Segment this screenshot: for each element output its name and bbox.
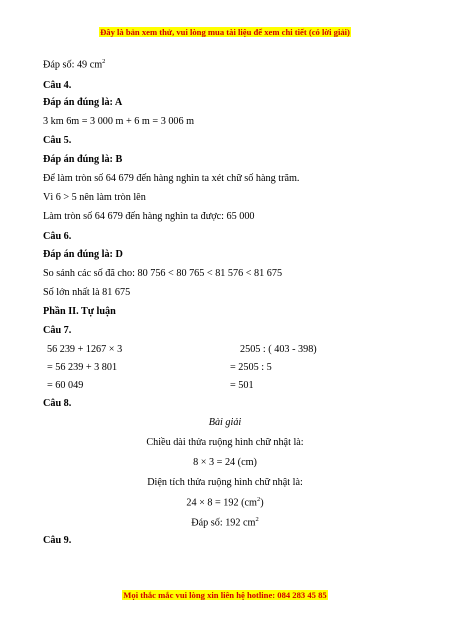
solution-text: 24 × 8 = 192 (cm xyxy=(186,497,257,509)
calc-right-3: = 501 xyxy=(230,380,254,391)
question-5-solution-3: Làm tròn số 64 679 đến hàng nghìn ta được: 65 000 xyxy=(43,211,255,222)
question-5-solution-1: Để làm tròn số 64 679 đến hàng nghìn ta xét chữ số hàng trăm. xyxy=(43,173,300,184)
closing-paren: ) xyxy=(260,497,264,509)
answer-line xyxy=(43,58,105,70)
calc-left-1: 56 239 + 1267 × 3 xyxy=(47,344,123,355)
question-5-heading: Câu 5. xyxy=(43,135,72,146)
question-8-heading: Câu 8. xyxy=(43,398,72,409)
answer-text: Đáp số: 49 cm xyxy=(43,59,103,71)
question-6-heading: Câu 6. xyxy=(43,231,72,242)
superscript: 2 xyxy=(255,516,259,523)
preview-banner xyxy=(0,27,450,37)
question-6-solution-2: Số lớn nhất là 81 675 xyxy=(43,287,131,298)
preview-banner-text: Đây là bản xem thử, vui lòng mua tài liệu để xem chi tiết (có lời giải) xyxy=(100,27,350,37)
solution-text: Đáp số: 192 cm xyxy=(191,517,256,529)
calc-right-1: 2505 : ( 403 - 398) xyxy=(240,344,317,355)
solution-line-4 xyxy=(0,496,450,508)
solution-line-1: Chiều dài thửa ruộng hình chữ nhật là: xyxy=(146,437,304,448)
superscript: 2 xyxy=(256,496,261,503)
calc-left-2: = 56 239 + 3 801 xyxy=(47,362,118,373)
question-5-solution-2: Vì 6 > 5 nên làm tròn lên xyxy=(43,192,146,203)
question-6-solution-1: So sánh các số đã cho: 80 756 < 80 765 < 81 576 < 81 675 xyxy=(43,268,283,279)
calc-left-3: = 60 049 xyxy=(47,380,84,391)
solution-line-5 xyxy=(0,516,450,528)
question-9-heading: Câu 9. xyxy=(43,535,72,546)
solution-line-3: Diện tích thửa ruộng hình chữ nhật là: xyxy=(147,477,303,488)
part-2-heading: Phần II. Tự luận xyxy=(43,306,116,317)
hotline-banner-text: Mọi thắc mắc vui lòng xin liên hệ hotline: 084 283 45 85 xyxy=(123,590,327,600)
question-4-heading: Câu 4. xyxy=(43,80,72,91)
question-6-answer: Đáp án đúng là: D xyxy=(43,249,123,260)
hotline-banner xyxy=(0,590,450,600)
question-4-answer: Đáp án đúng là: A xyxy=(43,97,123,108)
question-4-solution: 3 km 6m = 3 000 m + 6 m = 3 006 m xyxy=(43,116,195,127)
solution-title: Bài giải xyxy=(208,417,242,428)
solution-line-2: 8 × 3 = 24 (cm) xyxy=(193,457,257,468)
calc-right-2: = 2505 : 5 xyxy=(230,362,272,373)
question-5-answer: Đáp án đúng là: B xyxy=(43,154,123,165)
question-7-heading: Câu 7. xyxy=(43,325,72,336)
superscript: 2 xyxy=(102,58,106,65)
